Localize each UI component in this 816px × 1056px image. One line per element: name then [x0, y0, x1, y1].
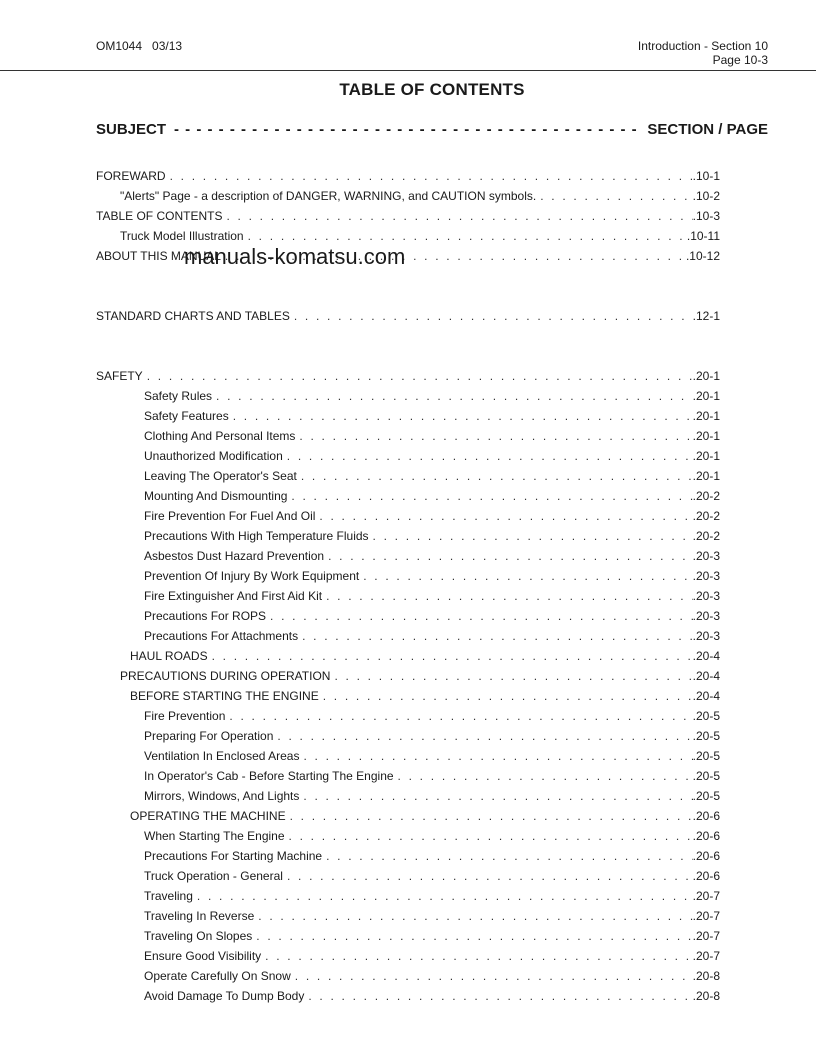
toc-entry-page: . 20-4: [693, 686, 720, 706]
header-rule: [0, 70, 816, 71]
toc-entry-title: "Alerts" Page - a description of DANGER, WARNING, and CAUTION symbols.: [120, 189, 537, 203]
toc-entry[interactable]: [96, 946, 720, 966]
toc-entry[interactable]: [96, 366, 720, 386]
dot-leader: [334, 666, 692, 686]
toc-entry[interactable]: [96, 226, 720, 246]
toc-entry-title: Preparing For Operation: [144, 729, 274, 743]
toc-entry-page: . 20-5: [693, 706, 720, 726]
dot-leader: [295, 966, 693, 986]
toc-entry-page: . 10-1: [693, 166, 720, 186]
toc-entry-title: In Operator's Cab - Before Starting The Engine: [144, 769, 394, 783]
toc-entry-page: . 20-6: [693, 846, 720, 866]
toc-entry-page: . 20-3: [693, 546, 720, 566]
toc-entry-title: PRECAUTIONS DURING OPERATION: [120, 669, 331, 683]
toc-entry-page: . 20-1: [693, 426, 720, 446]
toc-entry-title: OPERATING THE MACHINE: [130, 809, 286, 823]
toc-entry-page: . 20-5: [693, 786, 720, 806]
toc-entry-title: Asbestos Dust Hazard Prevention: [144, 549, 325, 563]
toc-entry-title: Traveling In Reverse: [144, 909, 255, 923]
toc-entry-title: Mounting And Dismounting: [144, 489, 288, 503]
dot-leader: [290, 806, 693, 826]
dot-leader: [303, 746, 692, 766]
dot-leader: [270, 606, 693, 626]
toc-entry[interactable]: [96, 926, 720, 946]
toc-entry[interactable]: [96, 186, 720, 206]
toc-entry[interactable]: [96, 446, 720, 466]
dot-leader: [291, 486, 692, 506]
toc-entry-title: Safety Features: [144, 409, 229, 423]
dot-leader: [277, 726, 692, 746]
dot-leader: [540, 186, 692, 206]
subject-heading: SUBJECT: [96, 121, 167, 138]
dot-leader: [287, 866, 693, 886]
toc-entry-title: Traveling: [144, 889, 193, 903]
toc-entry-page: . 20-7: [693, 886, 720, 906]
toc-entry-page: . 20-3: [693, 606, 720, 626]
toc-entry-page: . 20-2: [693, 506, 720, 526]
toc-entry[interactable]: [96, 426, 720, 446]
toc-entry-page: . 20-6: [693, 826, 720, 846]
dot-leader: [308, 986, 692, 1006]
dot-leader: [294, 306, 693, 326]
toc-entry-title: When Starting The Engine: [144, 829, 285, 843]
toc-entry[interactable]: [96, 626, 720, 646]
toc-entry-title: Unauthorized Modification: [144, 449, 283, 463]
dot-leader: [398, 766, 693, 786]
toc-entry-title: BEFORE STARTING THE ENGINE: [130, 689, 319, 703]
dot-leader: [323, 686, 693, 706]
toc-entry-page: . 20-4: [693, 666, 720, 686]
page-title: TABLE OF CONTENTS: [339, 80, 525, 99]
toc-entry[interactable]: [96, 466, 720, 486]
toc-entry-title: Truck Model Illustration: [120, 229, 244, 243]
toc-entry-title: Clothing And Personal Items: [144, 429, 296, 443]
toc-entry-page: . 20-1: [693, 366, 720, 386]
toc-entry-page: . 20-1: [693, 446, 720, 466]
toc-entry-page: . 10-3: [693, 206, 720, 226]
toc-entry-page: . 20-5: [693, 766, 720, 786]
dot-leader: [289, 826, 693, 846]
toc-entry-page: . 20-8: [693, 966, 720, 986]
toc-entry[interactable]: [96, 166, 720, 186]
toc-entry[interactable]: [96, 666, 720, 686]
toc-entry-page: . 20-5: [693, 726, 720, 746]
toc-entry[interactable]: [96, 526, 720, 546]
toc-entry[interactable]: [96, 846, 720, 866]
toc-entry-page: . 20-4: [693, 646, 720, 666]
toc-entry-title: Fire Prevention: [144, 709, 226, 723]
dot-leader: [197, 886, 693, 906]
toc-list: [96, 166, 720, 1006]
toc-entry-page: . 20-3: [693, 586, 720, 606]
toc-entry-title: Traveling On Slopes: [144, 929, 253, 943]
toc-entry[interactable]: [96, 766, 720, 786]
dot-leader: [265, 946, 692, 966]
toc-entry-page: . 20-2: [693, 526, 720, 546]
dot-leader: [303, 786, 692, 806]
toc-entry-title: Ventilation In Enclosed Areas: [144, 749, 300, 763]
dot-leader: [170, 166, 693, 186]
toc-entry-page: . 10-2: [693, 186, 720, 206]
toc-entry-title: Fire Extinguisher And First Aid Kit: [144, 589, 323, 603]
dot-leader: [226, 206, 692, 226]
dot-leader: [363, 566, 692, 586]
group-gap: [96, 326, 720, 366]
dot-leader: [256, 926, 692, 946]
toc-entry-title: ABOUT THIS MANUAL: [96, 249, 221, 263]
toc-entry[interactable]: [96, 206, 720, 226]
toc-entry[interactable]: [96, 986, 720, 1006]
toc-entry-page: . 20-1: [693, 466, 720, 486]
toc-entry[interactable]: [96, 806, 720, 826]
toc-entry-title: TABLE OF CONTENTS: [96, 209, 223, 223]
toc-entry-page: . 10-11: [687, 226, 720, 246]
toc-entry-title: Prevention Of Injury By Work Equipment: [144, 569, 360, 583]
dot-leader: [233, 406, 693, 426]
heading-leader: [174, 121, 639, 138]
toc-entry[interactable]: [96, 786, 720, 806]
toc-entry[interactable]: [96, 646, 720, 666]
toc-entry-page: . 20-1: [693, 406, 720, 426]
toc-entry-title: Operate Carefully On Snow: [144, 969, 291, 983]
toc-entry-page: . 20-3: [693, 626, 720, 646]
toc-entry[interactable]: [96, 886, 720, 906]
toc-entry-title: Ensure Good Visibility: [144, 949, 262, 963]
toc-entry[interactable]: [96, 306, 720, 326]
dot-leader: [147, 366, 693, 386]
toc-entry[interactable]: [96, 826, 720, 846]
column-heading-row: [96, 121, 768, 138]
toc-entry-title: FOREWARD: [96, 169, 166, 183]
toc-entry[interactable]: [96, 566, 720, 586]
toc-entry-page: . 12-1: [693, 306, 720, 326]
dot-leader: [287, 446, 693, 466]
toc-entry-page: . 20-1: [693, 386, 720, 406]
page-number: Page 10-3: [712, 53, 768, 67]
dot-leader: [299, 426, 692, 446]
toc-entry[interactable]: [96, 406, 720, 426]
dot-leader: [302, 626, 693, 646]
dot-leader: [328, 546, 693, 566]
section-page-heading: SECTION / PAGE: [647, 121, 768, 138]
dot-leader: [326, 846, 693, 866]
dot-leader: [248, 226, 687, 246]
running-header: [638, 39, 768, 67]
toc-entry[interactable]: [96, 746, 720, 766]
toc-entry[interactable]: [96, 726, 720, 746]
toc-entry[interactable]: [96, 606, 720, 626]
toc-entry-page: . 20-3: [693, 566, 720, 586]
toc-entry[interactable]: [96, 906, 720, 926]
toc-entry-page: . 20-5: [693, 746, 720, 766]
toc-entry-page: . 20-7: [693, 906, 720, 926]
toc-entry[interactable]: [96, 866, 720, 886]
toc-entry-page: . 20-6: [693, 866, 720, 886]
toc-entry-page: . 20-7: [693, 946, 720, 966]
toc-entry-page: . 20-7: [693, 926, 720, 946]
dot-leader: [373, 526, 693, 546]
toc-entry-page: . 10-12: [686, 246, 720, 266]
toc-entry-title: Safety Rules: [144, 389, 213, 403]
toc-entry-page: . 20-2: [693, 486, 720, 506]
toc-entry-title: Fire Prevention For Fuel And Oil: [144, 509, 316, 523]
group-gap: [96, 266, 720, 306]
toc-entry-title: Avoid Damage To Dump Body: [144, 989, 305, 1003]
dot-leader: [216, 386, 693, 406]
toc-entry[interactable]: [96, 386, 720, 406]
toc-entry-title: Leaving The Operator's Seat: [144, 469, 297, 483]
toc-entry-title: Precautions For ROPS: [144, 609, 267, 623]
toc-entry-title: SAFETY: [96, 369, 143, 383]
toc-entry[interactable]: [96, 966, 720, 986]
dot-leader: [212, 646, 693, 666]
toc-entry[interactable]: [96, 486, 720, 506]
document-id: OM1044 03/13: [96, 39, 183, 53]
toc-entry[interactable]: [96, 506, 720, 526]
toc-entry[interactable]: [96, 546, 720, 566]
toc-entry-title: Precautions For Starting Machine: [144, 849, 323, 863]
toc-entry-title: STANDARD CHARTS AND TABLES: [96, 309, 290, 323]
toc-entry-title: HAUL ROADS: [130, 649, 208, 663]
toc-entry[interactable]: [96, 686, 720, 706]
toc-entry-page: . 20-8: [693, 986, 720, 1006]
toc-entry-title: Mirrors, Windows, And Lights: [144, 789, 300, 803]
toc-entry-title: Truck Operation - General: [144, 869, 283, 883]
dot-leader: [258, 906, 692, 926]
toc-entry-title: Precautions For Attachments: [144, 629, 299, 643]
dot-leader: [326, 586, 693, 606]
toc-entry-page: . 20-6: [693, 806, 720, 826]
dot-leader: [319, 506, 692, 526]
dot-leader: [229, 706, 692, 726]
toc-entry-title: Precautions With High Temperature Fluids: [144, 529, 369, 543]
section-label: Introduction - Section 10: [637, 39, 768, 53]
toc-entry[interactable]: [96, 706, 720, 726]
dot-leader: [301, 466, 693, 486]
toc-entry[interactable]: [96, 586, 720, 606]
watermark: manuals-komatsu.com: [184, 244, 406, 269]
